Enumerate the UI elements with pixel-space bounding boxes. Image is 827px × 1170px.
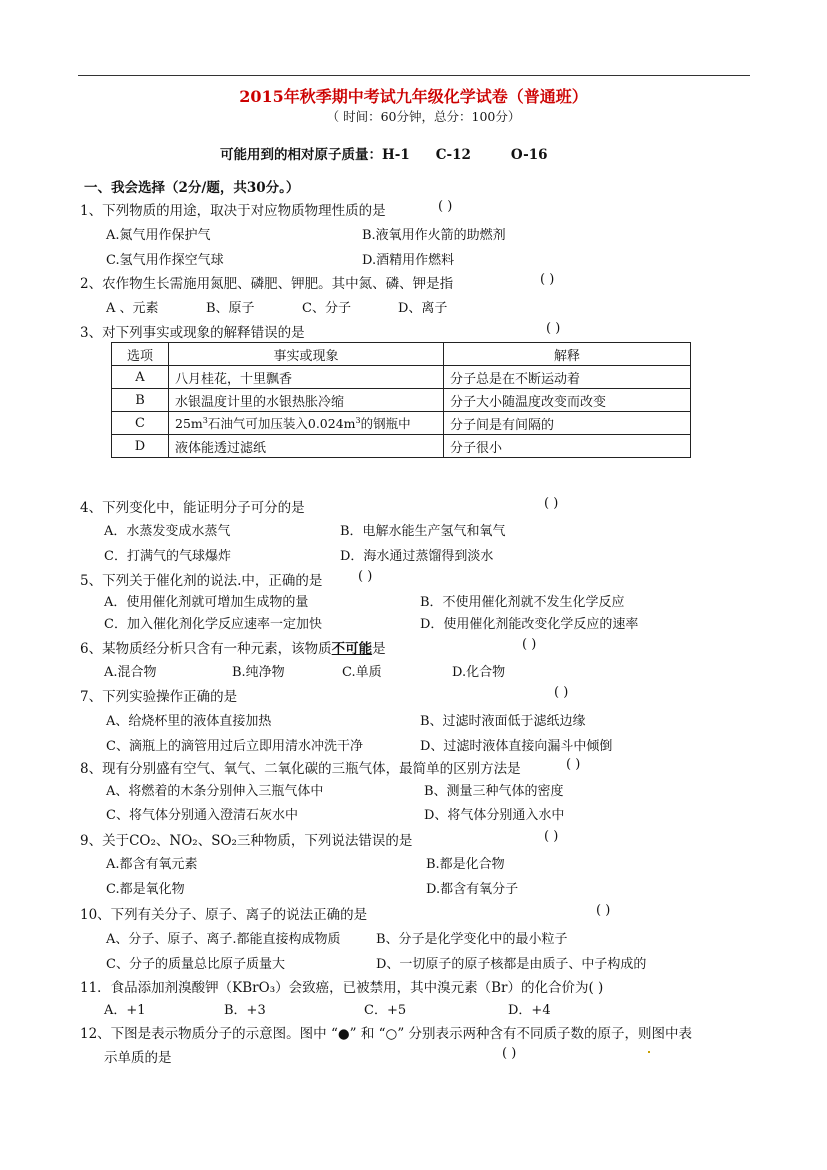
q8-option-a[interactable]: A、将燃着的木条分别伸入三瓶气体中 (106, 784, 324, 799)
q3-table (111, 342, 691, 458)
table-cell-fact: 液体能透过滤纸 (169, 435, 444, 458)
q11-option-c[interactable]: C．+5 (364, 1003, 407, 1018)
q1-option-a[interactable]: A.氮气用作保护气 (106, 228, 211, 243)
mass-c: C-12 (435, 147, 471, 163)
table-cell-option: C (112, 412, 169, 435)
table-cell-option: D (112, 435, 169, 458)
q7-answer-blank[interactable]: ( ) (554, 685, 569, 700)
q9-option-c[interactable]: C.都是氧化物 (106, 882, 185, 897)
mass-h: H-1 (382, 147, 410, 163)
exam-title: 2015年秋季期中考试九年级化学试卷（普通班） (239, 87, 588, 106)
q8-option-b[interactable]: B、测量三种气体的密度 (424, 784, 564, 799)
q5-option-a[interactable]: A．使用催化剂就可增加生成物的量 (104, 595, 309, 610)
q4-option-a[interactable]: A．水蒸发变成水蒸气 (104, 524, 231, 539)
q4-option-d[interactable]: D．海水通过蒸馏得到淡水 (340, 549, 494, 564)
q11-stem: 11．食品添加剂溴酸钾（KBrO₃）会致癌，已被禁用，其中溴元素（Br）的化合价为( ) (80, 980, 604, 996)
q5-option-b[interactable]: B．不使用催化剂就不发生化学反应 (420, 595, 625, 610)
q7-option-d[interactable]: D、过滤时液体直接向漏斗中倾倒 (420, 739, 613, 754)
q2-option-a[interactable]: A 、元素 (106, 301, 159, 316)
q3-answer-blank[interactable]: ( ) (546, 321, 561, 336)
q9-answer-blank[interactable]: ( ) (544, 829, 559, 844)
q8-option-c[interactable]: C、将气体分别通入澄清石灰水中 (106, 808, 298, 823)
q1-option-b[interactable]: B.液氧用作火箭的助燃剂 (362, 228, 506, 243)
q2-option-b[interactable]: B、原子 (206, 301, 255, 316)
q1-stem: 1、下列物质的用途，取决于对应物质物理性质的是 (80, 203, 386, 219)
table-header: 解释 (444, 343, 691, 366)
table-row (112, 412, 691, 435)
q10-option-c[interactable]: C、分子的质量总比原子质量大 (106, 957, 285, 972)
q7-option-b[interactable]: B、过滤时液面低于滤纸边缘 (420, 714, 586, 729)
table-header-row (112, 343, 691, 366)
table-cell-fact: 水银温度计里的水银热胀冷缩 (169, 389, 444, 412)
table-row (112, 366, 691, 389)
q12-stem: 12、下图是表示物质分子的示意图。图中 “●” 和 “○” 分别表示两种含有不同质子数的原子，则图中表 (80, 1026, 693, 1042)
q2-stem: 2、农作物生长需施用氮肥、磷肥、钾肥。其中氮、磷、钾是指 (80, 276, 454, 292)
table-cell-option: B (112, 389, 169, 412)
q1-answer-blank[interactable]: ( ) (438, 199, 453, 214)
q6-option-c[interactable]: C.单质 (342, 665, 382, 680)
q1-option-c[interactable]: C.氢气用作探空气球 (106, 253, 224, 268)
table-header: 事实或现象 (169, 343, 444, 366)
table-cell-fact (169, 412, 444, 435)
q9-option-a[interactable]: A.都含有氧元素 (106, 857, 198, 872)
q8-stem: 8、现有分别盛有空气、氧气、二氧化碳的三瓶气体，最简单的区别方法是 (80, 761, 521, 777)
q5-answer-blank[interactable]: ( ) (358, 569, 373, 584)
table-cell-explanation: 分子大小随温度改变而改变 (444, 389, 691, 412)
table-cell-option: A (112, 366, 169, 389)
stray-dot (648, 1051, 650, 1053)
q7-stem: 7、下列实验操作正确的是 (80, 689, 238, 705)
q3-stem: 3、对下列事实或现象的解释错误的是 (80, 325, 305, 341)
atomic-mass-label: 可能用到的相对原子质量： (220, 147, 382, 163)
q5-option-c[interactable]: C．加入催化剂化学反应速率一定加快 (104, 617, 322, 632)
q10-option-d[interactable]: D、一切原子的原子核都是由质子、中子构成的 (376, 957, 647, 972)
q2-option-c[interactable]: C、分子 (302, 301, 351, 316)
exam-subtitle: （ 时间：60分钟，总分：100分） (326, 109, 521, 124)
q10-stem: 10、下列有关分子、原子、离子的说法正确的是 (80, 907, 368, 923)
q6-answer-blank[interactable]: ( ) (522, 637, 537, 652)
table-cell-explanation: 分子总是在不断运动着 (444, 366, 691, 389)
table-cell-explanation: 分子间是有间隔的 (444, 412, 691, 435)
q5-stem: 5、下列关于催化剂的说法.中，正确的是 (80, 573, 323, 589)
table-cell-explanation: 分子很小 (444, 435, 691, 458)
q8-answer-blank[interactable]: ( ) (566, 757, 581, 772)
fact-text: 的钢瓶中 (360, 416, 411, 431)
q7-option-c[interactable]: C、滴瓶上的滴管用过后立即用清水冲洗干净 (106, 739, 363, 754)
atomic-mass-line (220, 143, 548, 163)
q9-stem: 9、关于CO₂、NO₂、SO₂三种物质，下列说法错误的是 (80, 833, 413, 849)
q6-emphasis: 不可能 (331, 641, 373, 657)
q4-option-c[interactable]: C．打满气的气球爆炸 (104, 549, 231, 564)
section-title: 一、我会选择（2分/题，共30分。） (84, 180, 300, 196)
top-rule (78, 75, 750, 76)
q8-option-d[interactable]: D、将气体分别通入水中 (424, 808, 565, 823)
q6-stem-text: 是 (372, 641, 386, 657)
q7-option-a[interactable]: A、给烧杯里的液体直接加热 (106, 714, 272, 729)
q2-option-d[interactable]: D、离子 (398, 301, 448, 316)
q9-option-d[interactable]: D.都含有氧分子 (426, 882, 519, 897)
table-row (112, 435, 691, 458)
q6-stem-text: 6、某物质经分析只含有一种元素，该物质 (80, 641, 332, 657)
q9-option-b[interactable]: B.都是化合物 (426, 857, 505, 872)
fact-text: 25m (175, 416, 203, 431)
table-cell-fact: 八月桂花，十里飘香 (169, 366, 444, 389)
q4-stem: 4、下列变化中，能证明分子可分的是 (80, 500, 305, 516)
q10-answer-blank[interactable]: ( ) (596, 903, 611, 918)
mass-o: O-16 (510, 147, 548, 163)
fact-superscript: 3 (355, 415, 361, 425)
table-row (112, 389, 691, 412)
table-header: 选项 (112, 343, 169, 366)
q10-option-b[interactable]: B、分子是化学变化中的最小粒子 (376, 932, 568, 947)
q2-answer-blank[interactable]: ( ) (540, 272, 555, 287)
q4-option-b[interactable]: B．电解水能生产氢气和氧气 (340, 524, 506, 539)
q12-answer-blank[interactable]: ( ) (502, 1046, 517, 1061)
q6-stem (80, 637, 386, 657)
q6-option-d[interactable]: D.化合物 (452, 665, 506, 680)
q5-option-d[interactable]: D．使用催化剂能改变化学反应的速率 (420, 617, 639, 632)
q1-option-d[interactable]: D.酒精用作燃料 (362, 253, 455, 268)
fact-superscript: 3 (202, 415, 208, 425)
fact-text: 石油气可加压装入0.024m (207, 416, 356, 431)
q4-answer-blank[interactable]: ( ) (544, 496, 559, 511)
q11-option-d[interactable]: D．+4 (508, 1003, 551, 1018)
q11-option-a[interactable]: A．+1 (104, 1003, 146, 1018)
q11-option-b[interactable]: B．+3 (224, 1003, 266, 1018)
q12-stem-cont: 示单质的是 (104, 1050, 172, 1066)
q6-option-a[interactable]: A.混合物 (104, 665, 157, 680)
q6-option-b[interactable]: B.纯净物 (232, 665, 285, 680)
q10-option-a[interactable]: A、分子、原子、离子.都能直接构成物质 (106, 932, 341, 947)
